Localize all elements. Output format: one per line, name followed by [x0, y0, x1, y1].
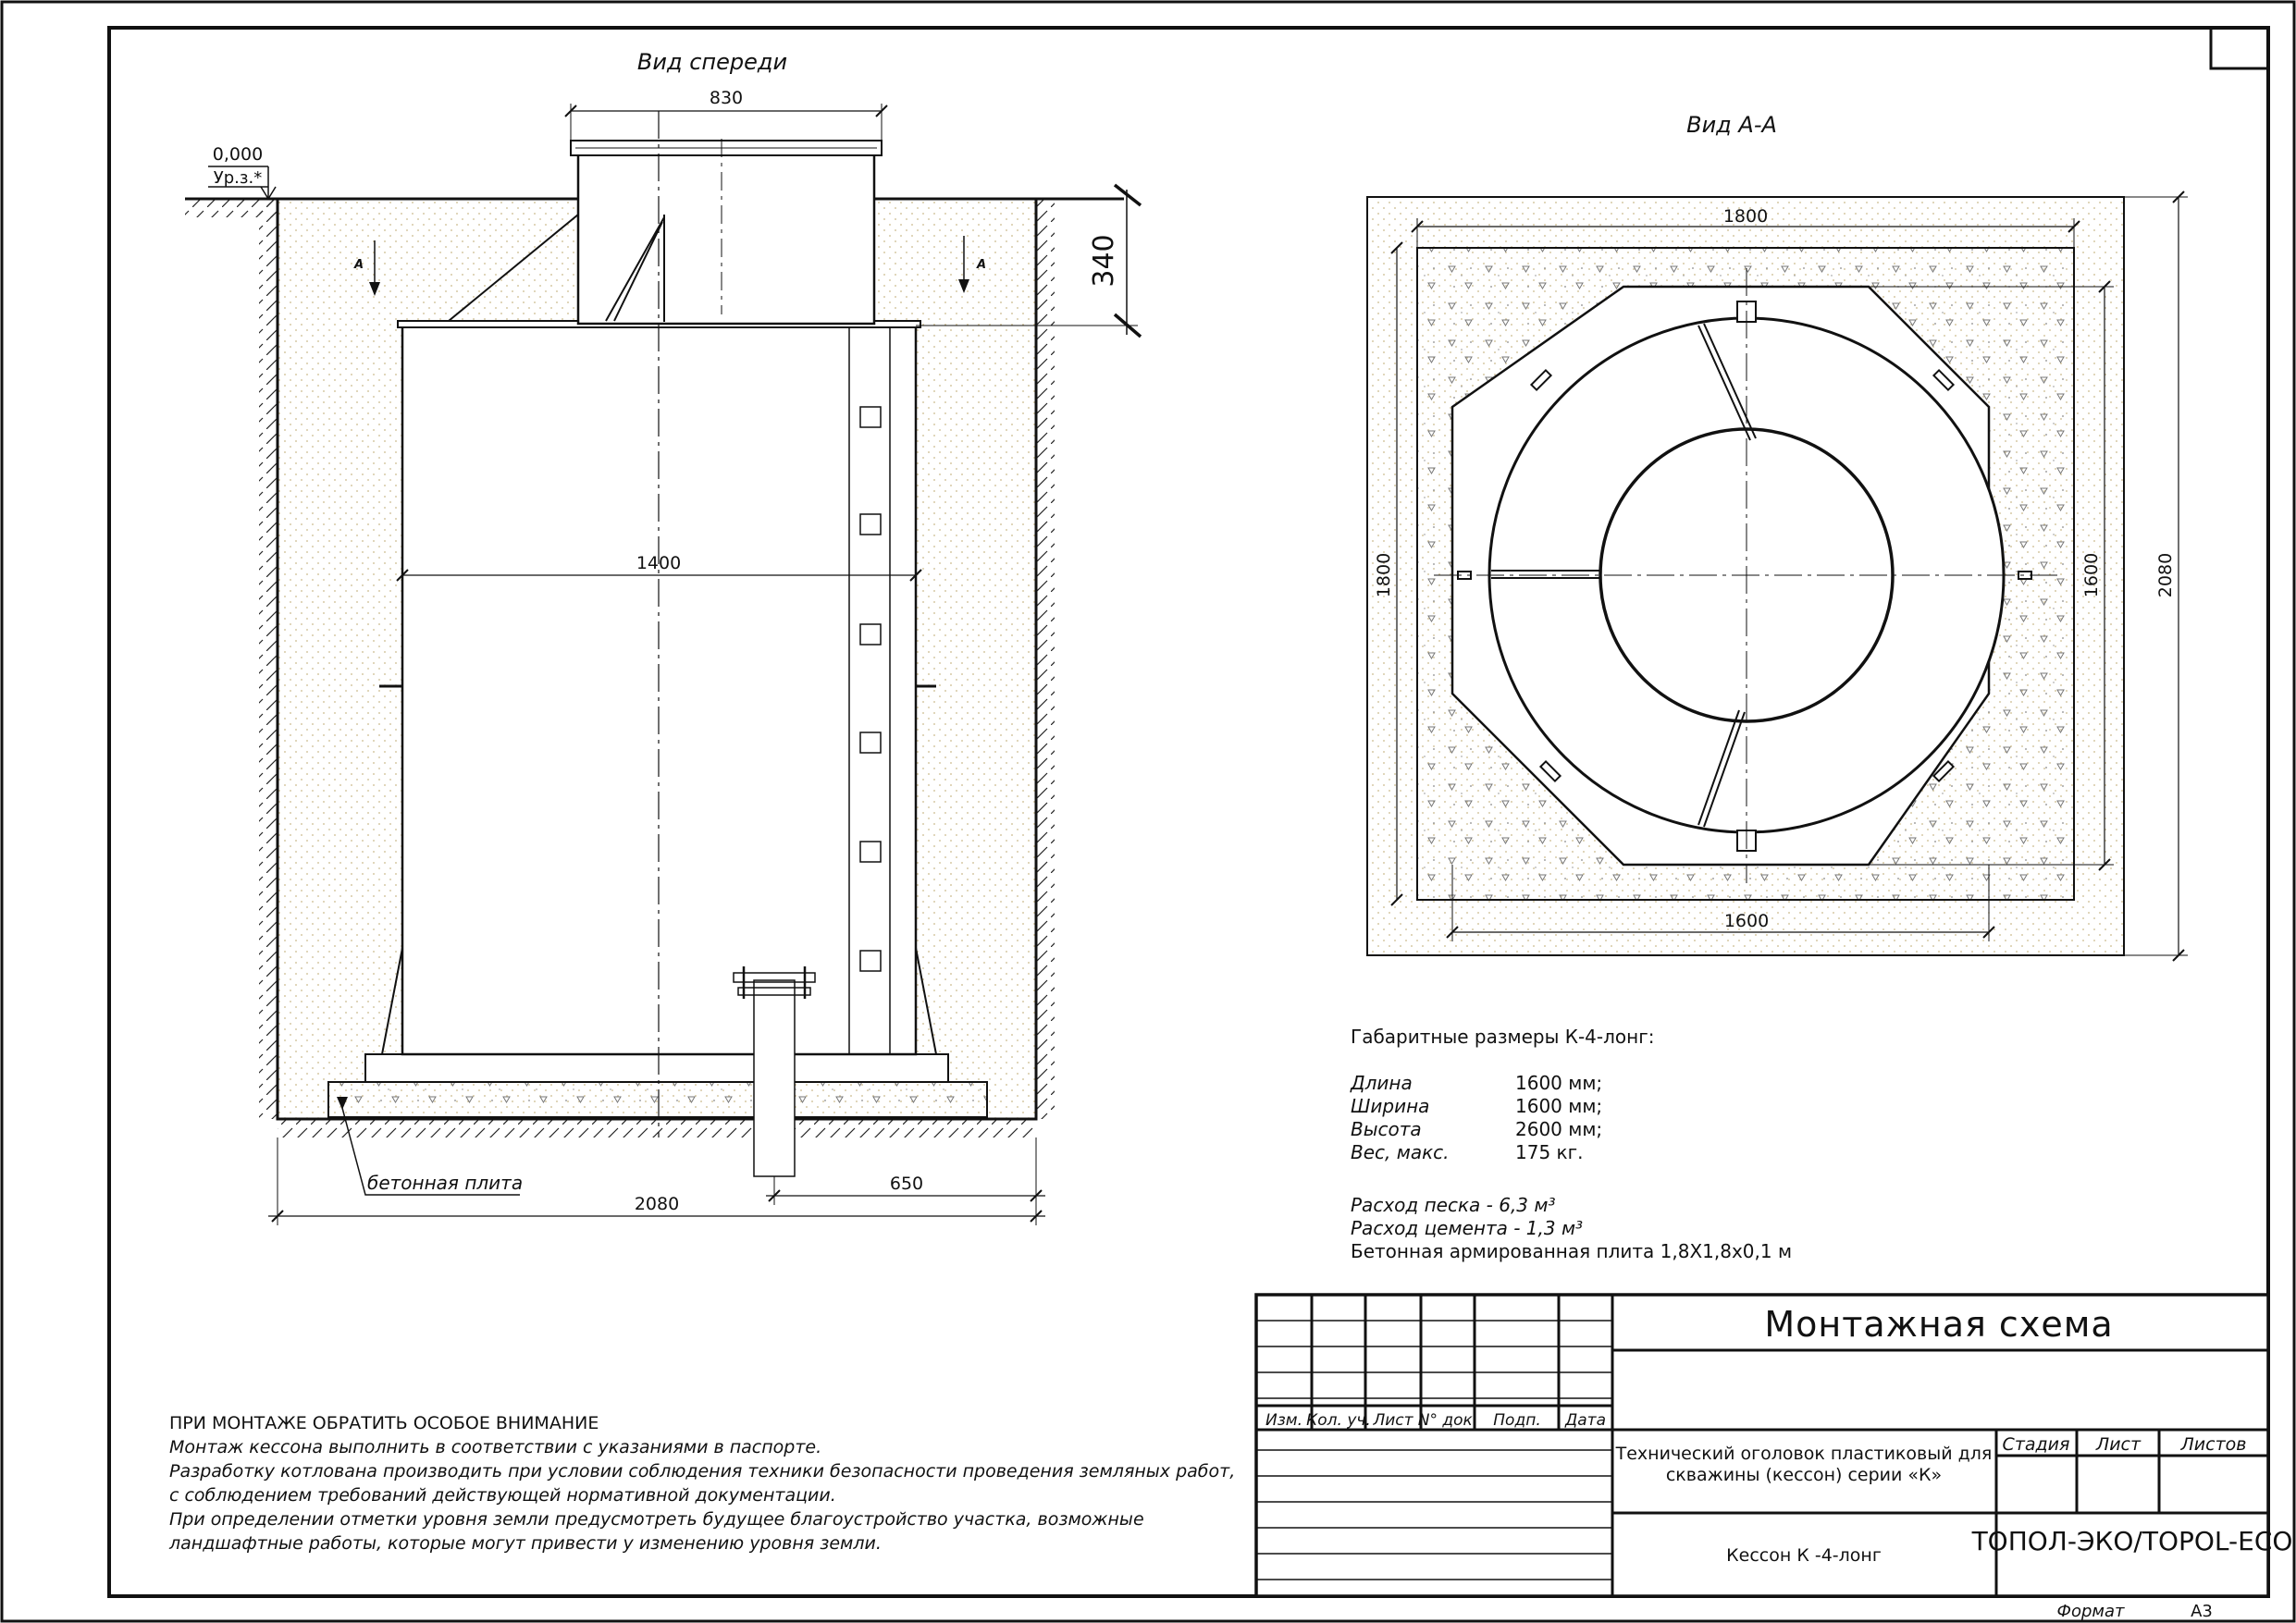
ground-level-label: Ур.з.*	[213, 168, 263, 188]
col-kol-uch: Кол. уч.	[1306, 1411, 1371, 1430]
concrete-slab	[328, 1082, 987, 1117]
svg-text:650: 650	[889, 1174, 924, 1194]
spec-label-0: Длина	[1351, 1072, 1413, 1094]
svg-text:2080: 2080	[2155, 552, 2176, 598]
sheets-header: Листов	[2180, 1434, 2247, 1455]
spec-slab: Бетонная армированная плита 1,8Х1,8х0,1 м	[1351, 1240, 1793, 1262]
specs-heading: Габаритные размеры К-4-лонг:	[1351, 1026, 1655, 1048]
note-line-4: ландшафтные работы, которые могут привести у изменению уровня земли.	[169, 1533, 882, 1554]
svg-text:1800: 1800	[1722, 206, 1769, 227]
description-line-2: скважины (кессон) серии «К»	[1665, 1465, 1943, 1485]
ground-level-value: 0,000	[212, 144, 264, 165]
earth-top-left	[185, 199, 278, 217]
slab-label: бетонная плита	[367, 1172, 524, 1194]
note-line-1: Разработку котлована производить при условии соблюдения техники безопасности проведения земляных работ,	[169, 1461, 1236, 1482]
stage-header: Стадия	[2002, 1434, 2070, 1455]
ground-level-marker	[208, 144, 276, 199]
specs-block	[1350, 1026, 1792, 1262]
tank-neck	[578, 148, 874, 324]
format-label: Формат	[2056, 1602, 2125, 1621]
earth-bottom	[278, 1119, 1036, 1137]
col-izm: Изм.	[1265, 1411, 1302, 1430]
spec-label-2: Высота	[1351, 1118, 1422, 1140]
notes-block	[168, 1413, 1235, 1554]
spec-value-0: 1600 мм;	[1515, 1072, 1603, 1094]
section-view-title: Вид А-А	[1686, 112, 1777, 138]
svg-text:1600: 1600	[1723, 911, 1770, 931]
dim-2080-right	[2124, 191, 2188, 961]
format-value: А3	[2191, 1602, 2213, 1621]
earth-right	[1036, 199, 1055, 1119]
svg-text:830: 830	[709, 88, 744, 108]
title-block	[1256, 1295, 2292, 1621]
base-plate	[365, 1054, 948, 1082]
front-view	[185, 49, 1141, 1225]
svg-text:1600: 1600	[2081, 552, 2102, 598]
svg-text:340: 340	[1088, 234, 1120, 288]
front-view-title: Вид спереди	[636, 49, 788, 75]
section-letter-right: А	[976, 258, 987, 272]
svg-text:1400: 1400	[636, 553, 682, 573]
note-line-2: с соблюдением требований действующей нормативной документации.	[169, 1485, 836, 1506]
spec-value-1: 1600 мм;	[1515, 1095, 1603, 1117]
dim-830	[565, 88, 887, 141]
col-list: Лист	[1373, 1411, 1413, 1430]
col-data: Дата	[1564, 1411, 1607, 1430]
drawing-title: Монтажная схема	[1764, 1304, 2114, 1345]
section-view	[1156, 112, 2188, 961]
spec-value-3: 175 кг.	[1515, 1141, 1584, 1163]
description-line-1: Технический оголовок пластиковый для	[1615, 1444, 1993, 1464]
note-line-0: Монтаж кессона выполнить в соответствии с указаниями в паспорте.	[169, 1437, 822, 1457]
spec-label-1: Ширина	[1351, 1095, 1430, 1117]
section-letter-left: А	[353, 258, 364, 272]
dim-650	[766, 1174, 1045, 1205]
spec-cement: Расход цемента - 1,3 м³	[1351, 1217, 1584, 1239]
col-podp: Подп.	[1493, 1411, 1541, 1430]
spec-sand: Расход песка - 6,3 м³	[1351, 1194, 1556, 1216]
product-name: Кессон К -4-лонг	[1726, 1545, 1882, 1566]
svg-text:2080: 2080	[634, 1194, 680, 1214]
notes-heading: ПРИ МОНТАЖЕ ОБРАТИТЬ ОСОБОЕ ВНИМАНИЕ	[169, 1413, 599, 1433]
svg-text:1800: 1800	[1374, 552, 1394, 598]
spec-label-3: Вес, макс.	[1351, 1141, 1450, 1163]
spec-value-2: 2600 мм;	[1515, 1118, 1603, 1140]
col-n-dok: N° док.	[1417, 1411, 1478, 1430]
company-name: ТОПОЛ-ЭКО/TOPOL-ECO	[1971, 1526, 2293, 1556]
sheet-header: Лист	[2095, 1434, 2142, 1455]
earth-left	[259, 199, 278, 1119]
note-line-3: При определении отметки уровня земли предусмотреть будущее благоустройство участка, возможные	[169, 1509, 1144, 1530]
